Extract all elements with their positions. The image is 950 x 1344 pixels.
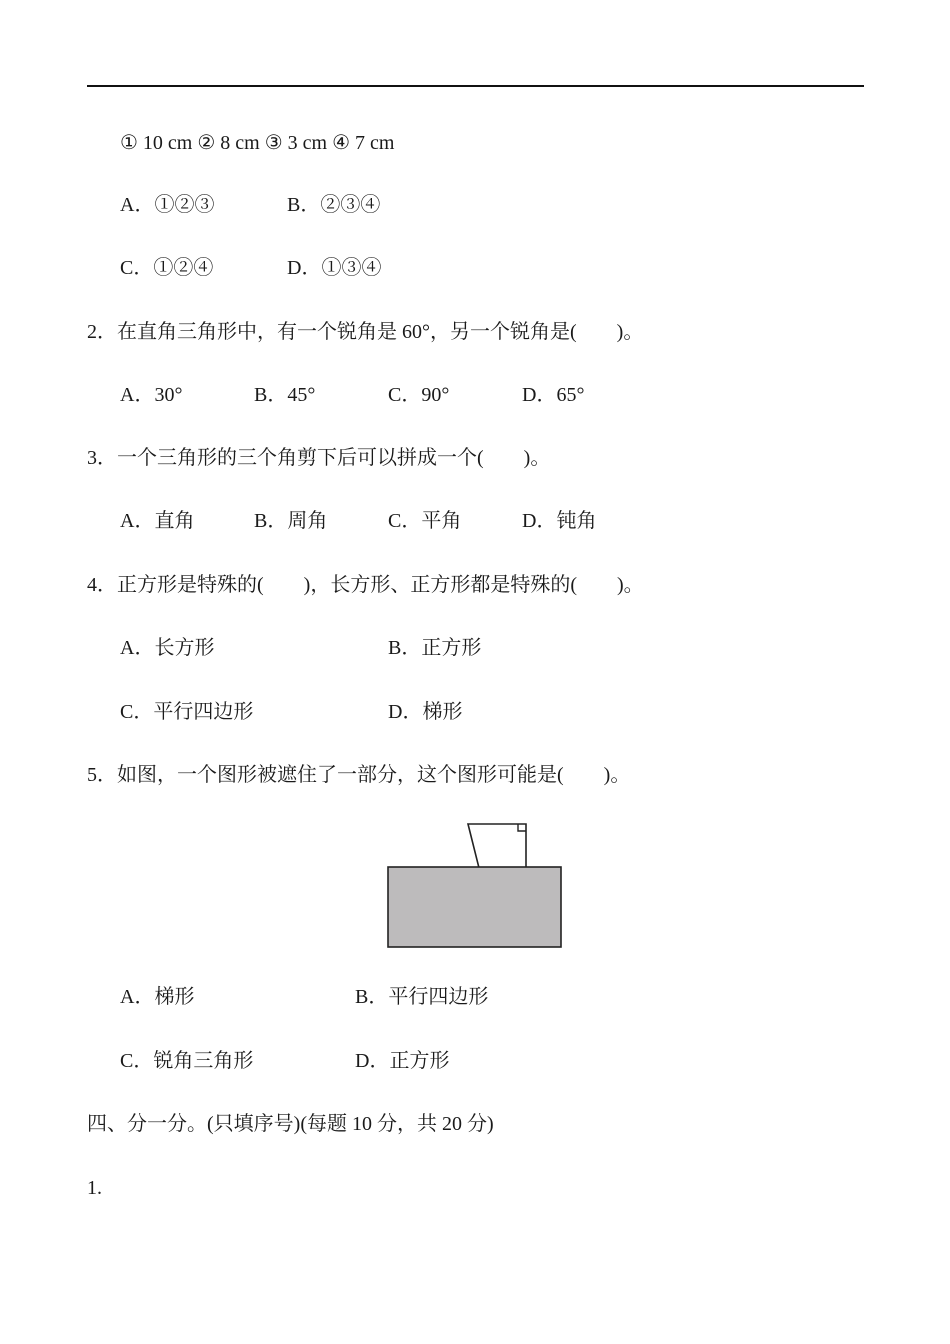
q1-option-b: B．②③④ xyxy=(287,194,381,216)
hidden-shape-top xyxy=(468,824,526,868)
section-4-item-1: 1. xyxy=(87,1177,102,1199)
q1-option-c: C．①②④ xyxy=(120,257,214,279)
header-rule xyxy=(87,85,864,87)
q4-option-b: B．正方形 xyxy=(388,637,482,659)
q4-option-c: C．平行四边形 xyxy=(120,701,254,723)
q5-option-a: A．梯形 xyxy=(120,986,195,1008)
q1-lengths: ① 10 cm ② 8 cm ③ 3 cm ④ 7 cm xyxy=(120,132,395,154)
q1-option-d: D．①③④ xyxy=(287,257,382,279)
q3-option-c: C．平角 xyxy=(388,510,462,532)
q4-option-d: D．梯形 xyxy=(388,701,463,723)
cover-rectangle xyxy=(388,867,561,947)
q5-option-d: D．正方形 xyxy=(355,1050,450,1072)
q5-option-b: B．平行四边形 xyxy=(355,986,489,1008)
q3-option-b: B．周角 xyxy=(254,510,328,532)
q4-stem: 4．正方形是特殊的( )，长方形、正方形都是特殊的( )。 xyxy=(87,574,644,596)
q2-option-d: D．65° xyxy=(522,384,585,406)
q5-stem: 5．如图，一个图形被遮住了一部分，这个图形可能是( )。 xyxy=(87,764,631,786)
q2-stem: 2．在直角三角形中，有一个锐角是 60°，另一个锐角是( )。 xyxy=(87,321,644,343)
q1-option-a: A．①②③ xyxy=(120,194,215,216)
section-4-title: 四、分一分。(只填序号)(每题 10 分，共 20 分) xyxy=(87,1113,494,1135)
q3-option-a: A．直角 xyxy=(120,510,195,532)
q4-option-a: A．长方形 xyxy=(120,637,215,659)
q2-option-a: A．30° xyxy=(120,384,183,406)
q2-option-c: C．90° xyxy=(388,384,450,406)
q3-stem: 3．一个三角形的三个角剪下后可以拼成一个( )。 xyxy=(87,447,551,469)
q5-figure-covered-shape xyxy=(380,818,570,954)
q3-option-d: D．钝角 xyxy=(522,510,597,532)
q2-option-b: B．45° xyxy=(254,384,316,406)
q5-option-c: C．锐角三角形 xyxy=(120,1050,254,1072)
